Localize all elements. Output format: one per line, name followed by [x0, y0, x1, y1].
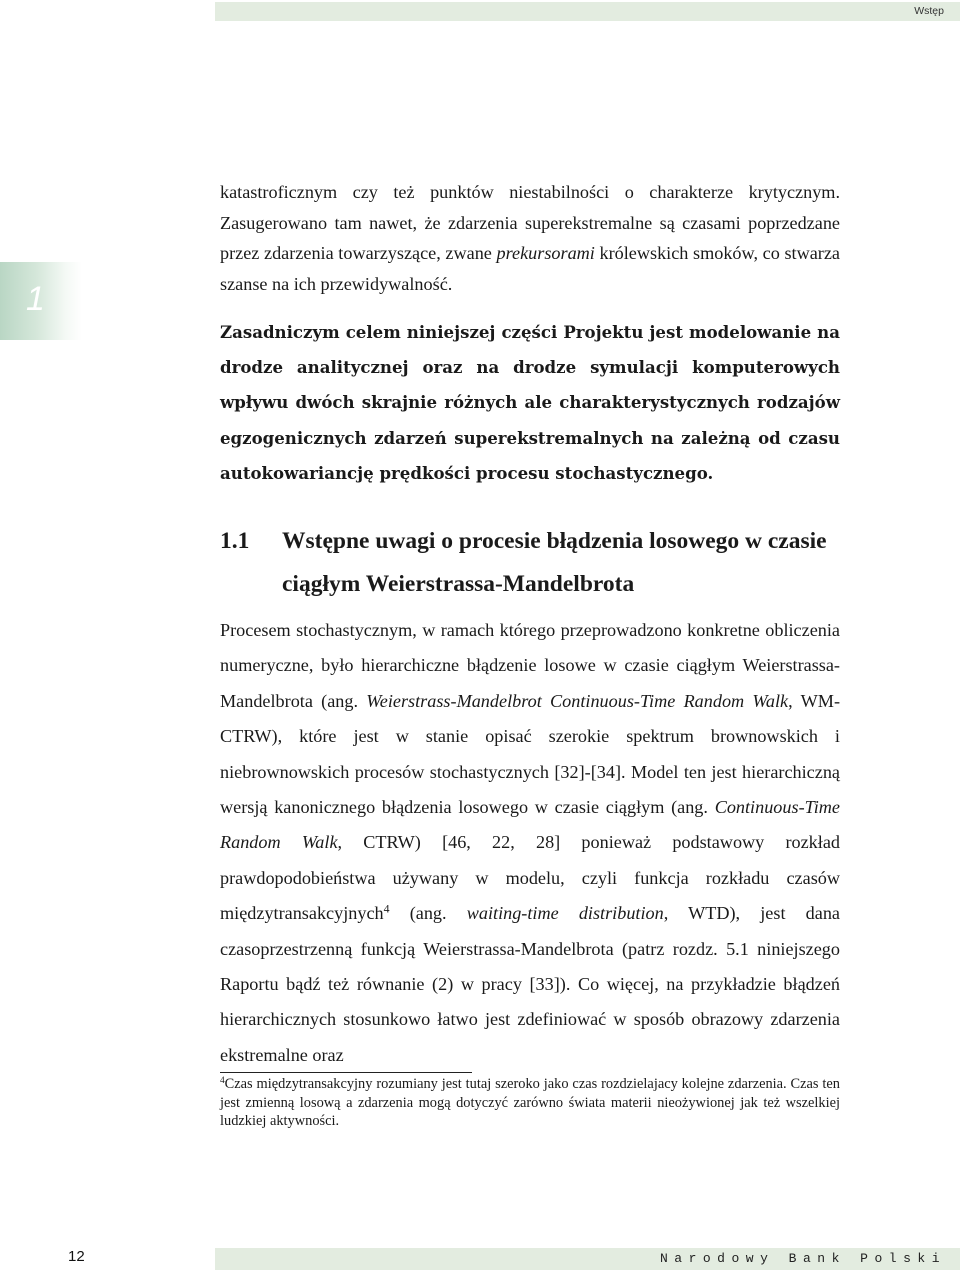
paragraph-1-emphasis: prekursorami — [496, 243, 595, 264]
footnote-marker: 4 — [220, 1075, 225, 1086]
paragraph-3-emphasis-c: waiting-time distribution — [466, 903, 664, 924]
paragraph-3-text-a: Procesem stochastycznym, w ramach którego przeprowadzono konkretne obliczenia numeryczne, było hierarchiczne błądzenie losowe w czasie ciągłym Weierstrassa-Mandelbrota (ang. — [220, 620, 840, 711]
section-heading — [220, 520, 840, 606]
running-title: Wstęp — [914, 5, 944, 17]
section-number: 1.1 — [220, 528, 250, 554]
paragraph-1-text-b: królewskich smoków, co stwarza szanse na ich przewidywalność. — [220, 243, 841, 294]
paragraph-3-text-d: (ang. — [389, 903, 467, 924]
publisher-name: Narodowy Bank Polski — [659, 1251, 946, 1266]
paragraph-3-text-c: , CTRW) [46, 22, 28] ponieważ podstawowy rozkład prawdopodobieństwa używany w modelu, czyli funkcja rozkładu czasów międzytransakcyjnych — [220, 832, 840, 924]
page-number: 12 — [68, 1248, 85, 1265]
paragraph-3-emphasis-b: Continuous-Time Random Walk — [220, 797, 840, 853]
footnote-rule — [220, 1072, 472, 1073]
chapter-number: 1 — [26, 280, 45, 318]
footer-bar — [215, 1248, 960, 1270]
paragraph-3-text-b: , WM-CTRW), które jest w stanie opisać szerokie spektrum brownowskich i niebrownowskich procesów stochastycznych [32]-[34]. Model ten jest hierarchiczną wersją kanonicznego błądzenia losowego w czasie ciągłym (ang. — [220, 690, 841, 818]
footnote — [220, 1075, 840, 1131]
paragraph-1-text-a: katastroficznym czy też punktów niestabilności o charakterze krytycznym. Zasugerowano tam nawet, że zdarzenia superekstremalne są czasami poprzedzane przez zdarzenia towarzyszące, zwane — [220, 182, 840, 264]
header-bar — [215, 2, 960, 21]
section-title: Wstępne uwagi o procesie błądzenia losowego w czasie ciągłym Weierstrassa-Mandelbrota — [282, 528, 827, 597]
paragraph-3-text-e: , WTD), jest dana czasoprzestrzenną funkcją Weierstrassa-Mandelbrota (patrz rozdz. 5.1 niniejszego Raportu bądź też równanie (2) w pracy [33]). Co więcej, na przykładzie błądzeń hierarchicznych stosunkowo łatwo jest zdefiniować w sposób obrazowy zdarzenia ekstremalne oraz — [220, 903, 840, 1065]
paragraph-1 — [220, 177, 840, 299]
chapter-tab — [0, 262, 82, 340]
paragraph-3-emphasis-a: Weierstrass-Mandelbrot Continuous-Time Random Walk — [366, 690, 789, 711]
footnote-reference[interactable]: 4 — [383, 901, 390, 916]
paragraph-3 — [220, 613, 840, 1073]
paragraph-2-bold: Zasadniczym celem niniejszej części Projektu jest modelowanie na drodze analitycznej oraz na drodze symulacji komputerowych wpływu dwóch skrajnie różnych ale charakterystycznych rodzajów egzogenicznych zdarzeń superekstremalnych na zależną od czasu autokowariancję prędkości procesu stochastycznego. — [220, 322, 840, 483]
footnote-text: Czas międzytransakcyjny rozumiany jest tutaj szeroko jako czas rozdzielajacy kolejne zdarzenia. Czas ten jest zmienną losową a zdarzenia mogą dotyczyć zarówno świata materii nieożywionej jak też wszelkiej ludzkiej aktywności. — [220, 1076, 840, 1129]
